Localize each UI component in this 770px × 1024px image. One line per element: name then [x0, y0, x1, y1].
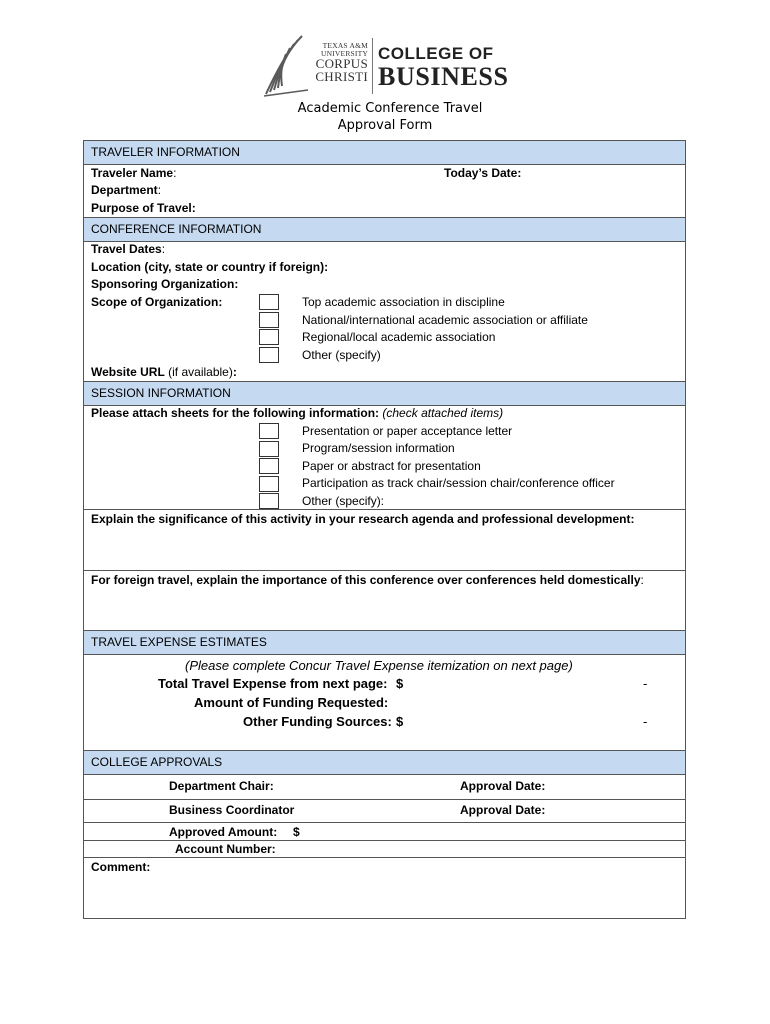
location-label: Location (city, state or country if foreign): [91, 260, 329, 274]
approved-amount-currency: $ [293, 825, 300, 839]
other-funding-label: Other Funding Sources: [243, 714, 392, 729]
significance-label: Explain the significance of this activity in your research agenda and professional development: [91, 512, 635, 526]
form-title-line1: Academic Conference Travel [297, 101, 483, 116]
session-item: Presentation or paper acceptance letter [302, 424, 513, 438]
conference-section-header: CONFERENCE INFORMATION [84, 217, 685, 242]
business-coordinator-label: Business Coordinator [169, 803, 295, 817]
college-logo [262, 34, 522, 100]
divider [84, 509, 685, 510]
divider [84, 799, 685, 800]
session-item: Participation as track chair/session chair/conference officer [302, 476, 615, 490]
university-wordmark: TEXAS A&M UNIVERSITY CORPUS CHRISTI [315, 41, 368, 84]
session-checkbox-track-chair[interactable] [259, 476, 279, 492]
approvals-section-header: COLLEGE APPROVALS [84, 750, 685, 775]
scope-checkbox-national[interactable] [259, 312, 279, 328]
website-url-label: Website URL (if available): [91, 365, 237, 379]
session-checkbox-other[interactable] [259, 493, 279, 509]
other-funding-currency: $ [396, 714, 404, 729]
funding-requested-label: Amount of Funding Requested: [194, 695, 389, 710]
chair-approval-date-label: Approval Date: [460, 779, 546, 793]
approval-form [83, 140, 686, 919]
divider [84, 857, 685, 858]
scope-checkbox-other[interactable] [259, 347, 279, 363]
concur-note: (Please complete Concur Travel Expense itemization on next page) [185, 658, 573, 673]
traveler-name-label: Traveler Name: [91, 166, 177, 180]
scope-option: Other (specify) [302, 348, 381, 362]
scope-of-organization-label: Scope of Organization: [91, 295, 223, 309]
attach-sheets-label: Please attach sheets for the following information: (check attached items) [91, 406, 504, 420]
sponsoring-organization-label: Sponsoring Organization: [91, 277, 239, 291]
total-expense-value: - [643, 676, 648, 691]
department-chair-label: Department Chair: [169, 779, 274, 793]
session-checkbox-program-info[interactable] [259, 441, 279, 457]
todays-date-label: Today’s Date: [444, 166, 522, 180]
logo-divider [372, 38, 373, 94]
divider [84, 570, 685, 571]
scope-checkbox-top-academic[interactable] [259, 294, 279, 310]
department-label: Department: [91, 183, 162, 197]
traveler-section-header: TRAVELER INFORMATION [84, 140, 685, 165]
travel-dates-label: Travel Dates: [91, 242, 166, 256]
approved-amount-label: Approved Amount: [169, 825, 278, 839]
scope-option: Regional/local academic association [302, 330, 496, 344]
college-of-label: COLLEGE OF [378, 44, 494, 63]
foreign-travel-label: For foreign travel, explain the importance of this conference over conferences held domestically: [91, 573, 644, 587]
divider [84, 822, 685, 823]
session-item: Other (specify): [302, 494, 385, 508]
session-checkbox-paper-abstract[interactable] [259, 458, 279, 474]
session-item: Program/session information [302, 441, 455, 455]
expense-section-header: TRAVEL EXPENSE ESTIMATES [84, 630, 685, 655]
session-section-header: SESSION INFORMATION [84, 381, 685, 406]
account-number-label: Account Number: [175, 842, 276, 856]
coordinator-approval-date-label: Approval Date: [460, 803, 546, 817]
business-label: BUSINESS [378, 62, 509, 91]
scope-checkbox-regional[interactable] [259, 329, 279, 345]
total-expense-label: Total Travel Expense from next page: [158, 676, 388, 691]
purpose-of-travel-label: Purpose of Travel: [91, 201, 196, 215]
form-title-line2: Approval Form [337, 118, 433, 133]
session-checkbox-acceptance-letter[interactable] [259, 423, 279, 439]
other-funding-value: - [643, 714, 648, 729]
comment-label: Comment: [91, 860, 151, 874]
total-expense-currency: $ [396, 676, 404, 691]
scope-option: Top academic association in discipline [302, 295, 505, 309]
session-item: Paper or abstract for presentation [302, 459, 481, 473]
scope-option: National/international academic association or affiliate [302, 313, 588, 327]
